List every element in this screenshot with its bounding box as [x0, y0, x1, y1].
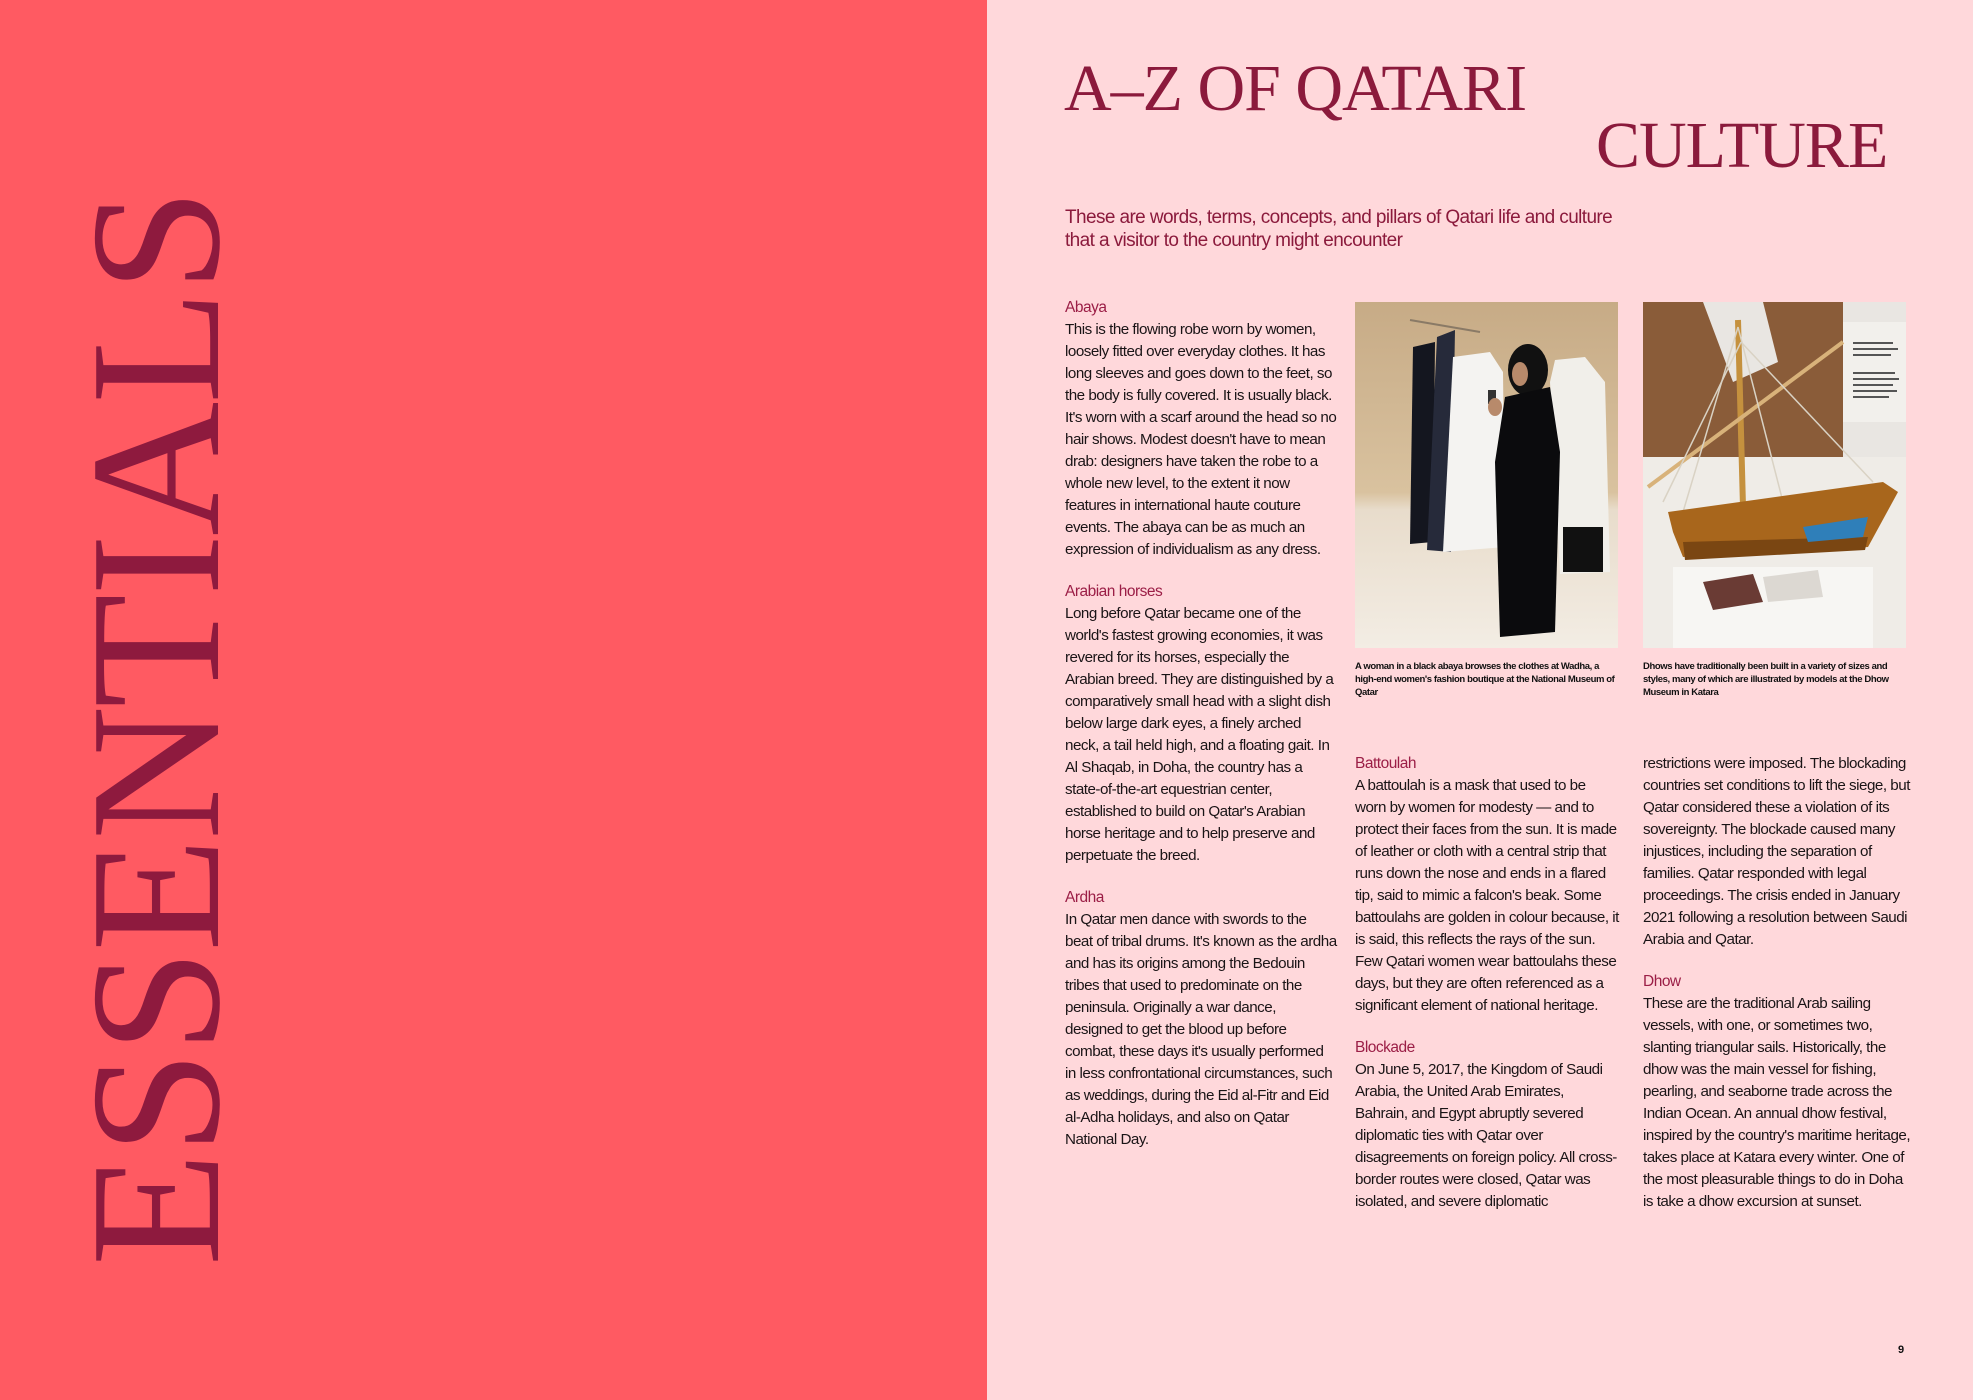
photo-abaya-image	[1355, 302, 1618, 648]
column-2	[1355, 753, 1620, 1233]
photo-caption-2: Dhows have traditionally been built in a variety of sizes and styles, many of which are illustrated by models at the Dhow Museum in Katara	[1643, 661, 1889, 698]
photo-dhow-image	[1643, 302, 1906, 648]
column-1	[1065, 297, 1337, 1171]
entry-ardha	[1065, 887, 1337, 1151]
entry-body: This is the flowing robe worn by women, loosely fitted over everyday clothes. It has long sleeves and goes down to the feet, so the body is fully covered. It is usually black. It's worn with a scarf around the head so no hair shows. Modest doesn't have to mean drab: designers have taken the robe to a whole new level, to the extent it now features in international haute couture events. The abaya can be as much an expression of individualism as any dress.	[1065, 321, 1337, 558]
entry-heading: Arabian horses	[1065, 583, 1163, 600]
photo-caption-1: A woman in a black abaya browses the clothes at Wadha, a high-end women's fashion boutique at the National Museum of Qatar	[1355, 661, 1615, 698]
entry-body: A battoulah is a mask that used to be worn by women for modesty — and to protect their faces from the sun. It is made of leather or cloth with a central strip that runs down the nose and ends in a flared tip, said to mimic a falcon's beak. Some battoulahs are golden in colour because, it is said, this reflects the rays of the sun. Few Qatari women wear battoulahs these days, but they are often referenced as a significant element of national heritage.	[1355, 777, 1619, 1014]
entry-heading: Blockade	[1355, 1039, 1415, 1056]
entry-body: restrictions were imposed. The blockading countries set conditions to lift the siege, but Qatar considered these a violation of its sovereignty. The blockade caused many injustices, including the separation of families. Qatar responded with legal proceedings. The crisis ended in January 2021 following a resolution between Saudi Arabia and Qatar.	[1643, 755, 1910, 948]
entry-body: Long before Qatar became one of the world's fastest growing economies, it was revered for its horses, especially the Arabian breed. They are distinguished by a comparatively small head with a slight dish below large dark eyes, a finely arched neck, a tail held high, and a floating gait. In Al Shaqab, in Doha, the country has a state-of-the-art equestrian center, established to build on Qatar's Arabian horse heritage and to help preserve and perpetuate the breed.	[1065, 605, 1334, 864]
page-number: 9	[1898, 1344, 1905, 1356]
entry-heading: Dhow	[1643, 973, 1681, 990]
entry-heading: Abaya	[1065, 299, 1107, 316]
page-title-line2: CULTURE	[1596, 109, 1888, 182]
section-label-essentials: ESSENTIALS	[53, 190, 259, 1266]
column-3	[1643, 753, 1915, 1233]
entry-blockade-continued	[1643, 753, 1915, 951]
page-subtitle: These are words, terms, concepts, and pillars of Qatari life and culture that a visitor to the country might encounter	[1065, 207, 1613, 251]
entry-body: On June 5, 2017, the Kingdom of Saudi Arabia, the United Arab Emirates, Bahrain, and Egypt abruptly severed diplomatic ties with Qatar over disagreements on foreign policy. All cross-border routes were closed, Qatar was isolated, and severe diplomatic	[1355, 1061, 1617, 1210]
entry-heading: Ardha	[1065, 889, 1104, 906]
page-title-line1: A–Z OF QATARI	[1064, 52, 1527, 125]
photo-abaya-boutique	[1355, 302, 1618, 648]
entry-body: In Qatar men dance with swords to the beat of tribal drums. It's known as the ardha and has its origins among the Bedouin tribes that used to predominate on the peninsula. Originally a war dance, designed to get the blood up before combat, these days it's usually performed in less confrontational circumstances, such as weddings, during the Eid al-Fitr and Eid al-Adha holidays, and also on Qatar National Day.	[1065, 911, 1337, 1148]
entry-battoulah	[1355, 753, 1620, 1017]
entry-blockade	[1355, 1037, 1620, 1213]
photo-dhow-model	[1643, 302, 1906, 648]
entry-heading: Battoulah	[1355, 755, 1416, 772]
entry-arabian-horses	[1065, 581, 1337, 867]
entry-body: These are the traditional Arab sailing vessels, with one, or sometimes two, slanting triangular sails. Historically, the dhow was the main vessel for fishing, pearling, and seaborne trade across the Indian Ocean. An annual dhow festival, inspired by the country's maritime heritage, takes place at Katara every winter. One of the most pleasurable things to do in Doha is take a dhow excursion at sunset.	[1643, 995, 1911, 1210]
entry-abaya	[1065, 297, 1337, 561]
entry-dhow	[1643, 971, 1915, 1213]
